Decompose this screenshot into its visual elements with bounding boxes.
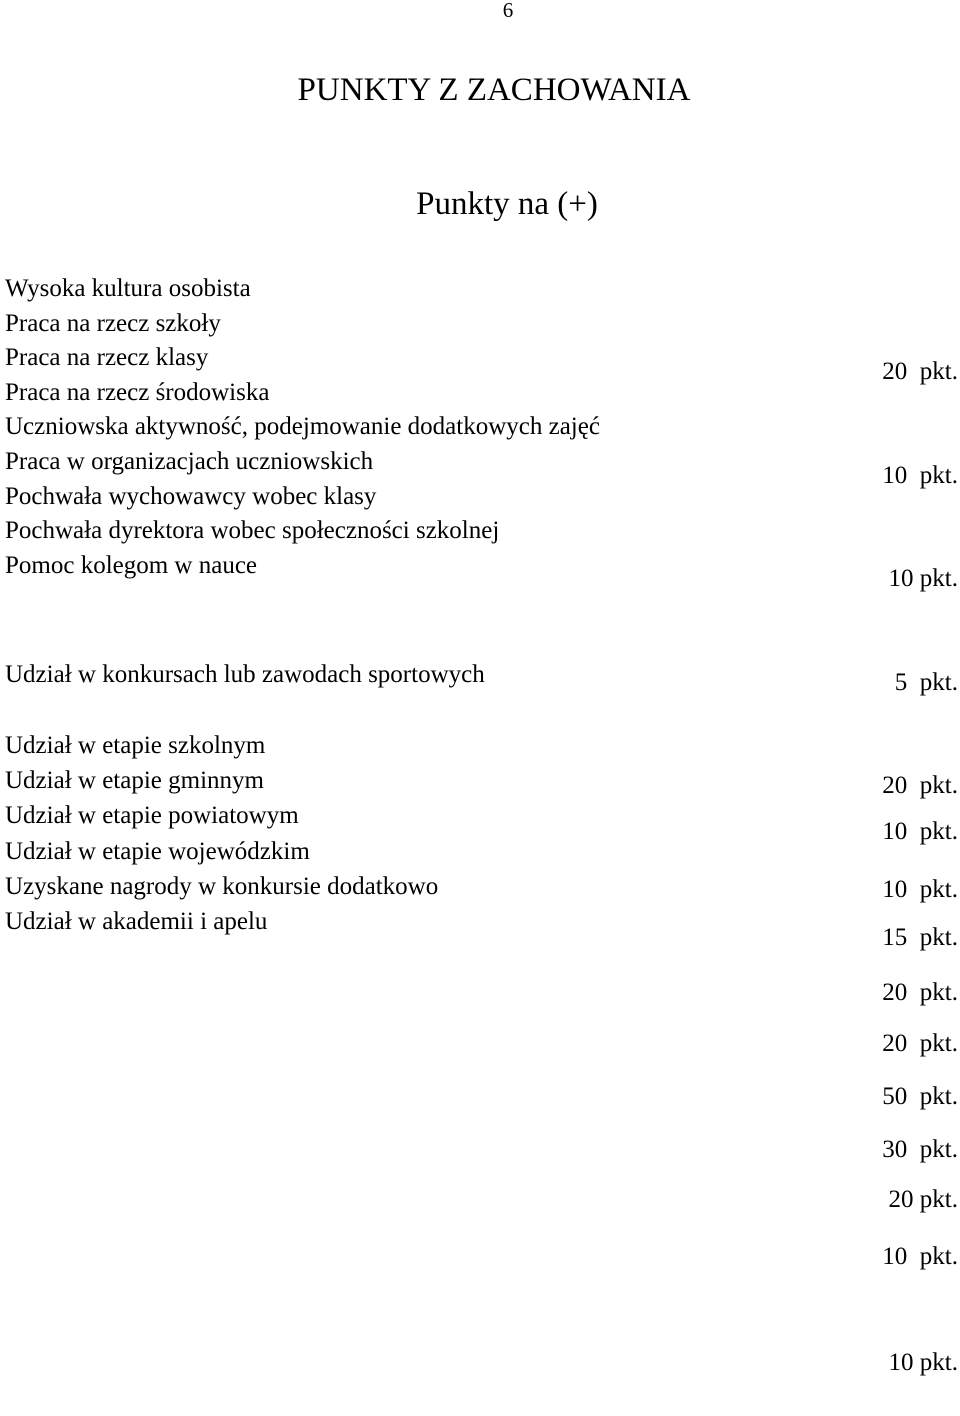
list-item-label: Udział w etapie powiatowym bbox=[5, 802, 299, 830]
list-item-label: Praca w organizacjach uczniowskich bbox=[5, 447, 374, 475]
page-title: PUNKTY Z ZACHOWANIA bbox=[297, 72, 691, 108]
list-item-label: Udział w etapie gminnym bbox=[5, 767, 264, 795]
section-subtitle: Punkty na (+) bbox=[416, 186, 598, 222]
section2-heading: Udział w konkursach lub zawodach sportowych bbox=[5, 661, 485, 688]
list-item-label: Uzyskane nagrody w konkursie dodatkowo bbox=[5, 872, 439, 900]
list-item-points: 20 pkt. bbox=[882, 772, 958, 799]
list-item-points: 20 pkt. bbox=[882, 1030, 958, 1058]
page-number: 6 bbox=[502, 0, 514, 22]
list-item-label: Praca na rzecz środowiska bbox=[5, 378, 270, 406]
list-item-points: 15 pkt. bbox=[882, 924, 958, 952]
list-item-points: 10 pkt. bbox=[888, 565, 958, 592]
section2-labels bbox=[5, 728, 438, 939]
list-item-points: 5 pkt. bbox=[894, 668, 958, 696]
list-item-points: 50 pkt. bbox=[882, 1082, 958, 1110]
section1-labels bbox=[5, 272, 600, 583]
list-item-label: Udział w etapie wojewódzkim bbox=[5, 837, 310, 865]
list-item-label: Uczniowska aktywność, podejmowanie dodatkowych zajęć bbox=[5, 413, 600, 441]
list-item-label: Pochwała dyrektora wobec społeczności szkolnej bbox=[5, 517, 500, 545]
list-item-label: Udział w akademii i apelu bbox=[5, 908, 268, 936]
list-item-points: 20 pkt. bbox=[882, 979, 958, 1006]
section2-points bbox=[882, 743, 958, 1416]
list-item-label: Udział w etapie szkolnym bbox=[5, 732, 266, 759]
list-item-label: Praca na rzecz szkoły bbox=[5, 309, 221, 337]
list-item-points: 10 pkt. bbox=[882, 461, 958, 489]
list-item-label: Pochwała wychowawcy wobec klasy bbox=[5, 482, 377, 510]
list-item-points: 10 pkt. bbox=[888, 1348, 958, 1376]
list-item-label: Pomoc kolegom w nauce bbox=[5, 551, 258, 579]
list-item-points: 20 pkt. bbox=[882, 358, 958, 385]
list-item-points: 10 pkt. bbox=[882, 817, 958, 845]
list-item-points: 30 pkt. bbox=[882, 1136, 958, 1164]
list-item-points: 20 pkt. bbox=[888, 1186, 958, 1213]
list-item-points: 10 pkt. bbox=[882, 875, 958, 903]
list-item-label: Wysoka kultura osobista bbox=[5, 275, 251, 302]
list-item-label: Praca na rzecz klasy bbox=[5, 344, 209, 372]
list-item-points: 10 pkt. bbox=[882, 1242, 958, 1270]
